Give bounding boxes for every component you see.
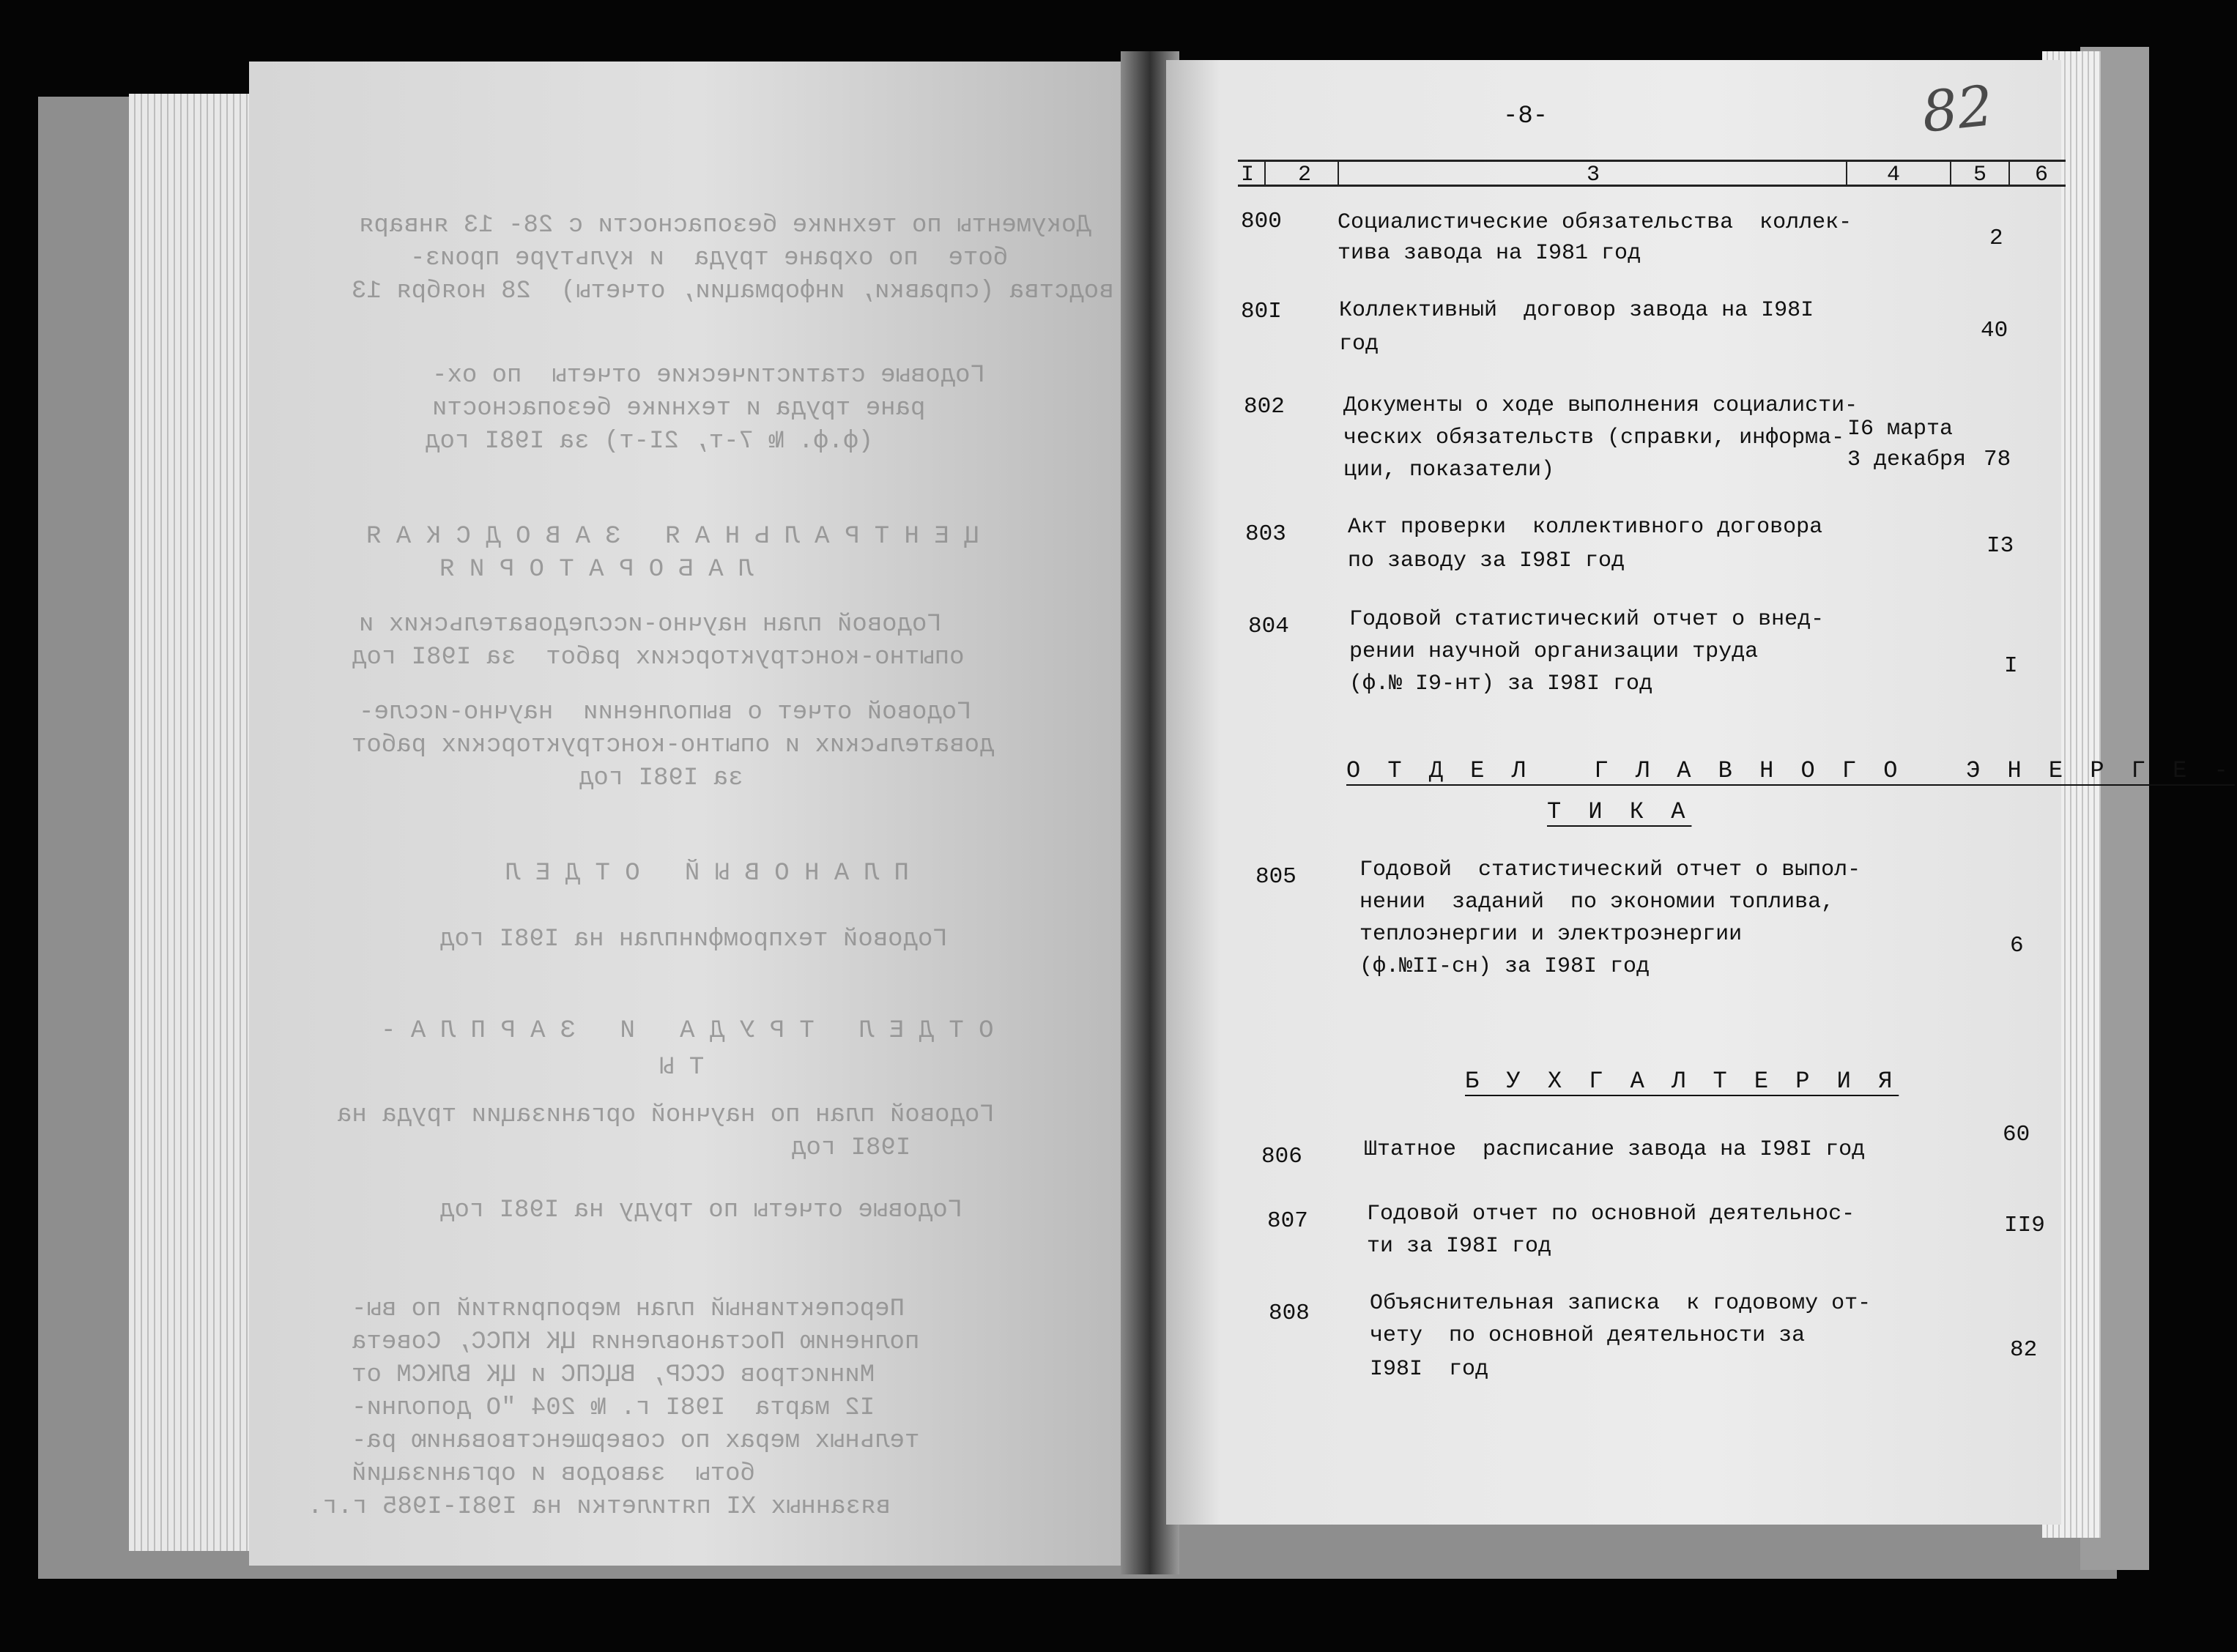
- table-header-bottom-rule: [1238, 185, 2066, 187]
- row-title-line: Штатное расписание завода на I98I год: [1364, 1137, 1866, 1162]
- bleed-heading: П Л А Н О В Ы Й О Т Д Е Л: [505, 860, 909, 888]
- left-page: [249, 62, 1150, 1566]
- row-sheet-count: 60: [2003, 1122, 2030, 1147]
- row-title-line: Годовой отчет по основной деятельнос-: [1367, 1202, 1855, 1227]
- row-number: 805: [1255, 864, 1296, 890]
- row-title-line: Документы о ходе выполнения социалисти-: [1343, 393, 1858, 418]
- column-header-6: 6: [2035, 163, 2049, 187]
- row-title-line: ческих обязательств (справки, информа-: [1343, 425, 1845, 450]
- row-title-line: по заводу за I98I год: [1348, 548, 1625, 573]
- column-divider: [2008, 160, 2010, 186]
- bleed-line: за I98I год: [579, 764, 743, 792]
- bleed-line: I2 марта I98I г. № 204 "О дополни-: [352, 1394, 875, 1422]
- column-divider: [1846, 160, 1847, 186]
- page-number: -8-: [1503, 103, 1548, 130]
- row-title-line: рении научной организации труда: [1349, 639, 1759, 664]
- row-date: 3 декабря: [1847, 447, 1967, 472]
- row-title-line: I98I год: [1370, 1357, 1489, 1382]
- column-header-3: 3: [1587, 163, 1600, 187]
- row-sheet-count: 78: [1984, 447, 2011, 472]
- row-title-line: Социалистические обязательства коллек-: [1338, 210, 1852, 235]
- bleed-line: вязанных XI пятилетки на I98I-I985 г.г.: [308, 1493, 891, 1521]
- bleed-line: довательских и опытно-конструкторских работ: [352, 732, 995, 759]
- row-number: 800: [1241, 209, 1282, 234]
- bleed-heading: О Т Д Е Л Т Р У Д А И З А Р П Л А -: [381, 1017, 994, 1045]
- row-sheet-count: 40: [1981, 318, 2008, 343]
- row-number: 803: [1245, 521, 1286, 547]
- row-title-line: Годовой статистический отчет о выпол-: [1359, 857, 1861, 882]
- row-number: 808: [1269, 1301, 1310, 1326]
- table-header-top-rule: [1238, 160, 2066, 162]
- section-heading: Т И К А: [1547, 798, 1692, 825]
- column-header-4: 4: [1887, 163, 1901, 187]
- bleed-line: тельных мерах по совершенствованию ра-: [352, 1427, 920, 1455]
- bleed-line: боте по охране труда и культуре произ-: [410, 245, 1009, 272]
- bleed-line: I98I год: [791, 1134, 911, 1162]
- bleed-line: (ф.ф. № 7-т, 2I-т) за I98I год: [425, 428, 874, 455]
- row-date: I6 марта: [1847, 417, 1954, 442]
- row-title-line: Коллективный договор завода на I98I: [1339, 298, 1814, 323]
- row-sheet-count: 2: [1989, 226, 2003, 251]
- bleed-line: боты заводов и организаций: [352, 1460, 755, 1488]
- row-title-line: ти за I98I год: [1367, 1234, 1552, 1259]
- bleed-heading: Т Ы: [659, 1054, 705, 1082]
- row-sheet-count: I: [2004, 653, 2018, 679]
- bleed-line: опытно-конструкторских работ за I98I год: [352, 644, 965, 671]
- row-title-line: тива завода на I981 год: [1338, 241, 1641, 266]
- row-sheet-count: 82: [2010, 1337, 2038, 1363]
- column-divider: [1950, 160, 1951, 186]
- row-number: 80I: [1241, 299, 1282, 324]
- bleed-line: Министров СССР, ВЦСПС и ЦК ВЛКСМ от: [352, 1361, 875, 1389]
- bleed-line: Годовые отчеты по труду на I98I год: [439, 1197, 963, 1224]
- row-number: 804: [1248, 614, 1289, 639]
- row-title-line: год: [1339, 332, 1379, 357]
- bleed-line: полнению Постановления ЦК КПСС, Совета: [352, 1328, 920, 1356]
- section-heading: О Т Д Е Л Г Л А В Н О Г О Э Н Е Р Г Е -: [1346, 757, 2235, 784]
- column-divider: [1264, 160, 1266, 186]
- column-header-2: 2: [1298, 163, 1312, 187]
- row-number: 802: [1244, 394, 1285, 420]
- bleed-line: Годовой план научно-исследовательских и: [359, 611, 942, 639]
- row-title-line: (ф.№II-сн) за I98I год: [1359, 954, 1650, 979]
- bleed-line: Перспективный план мероприятий по вы-: [352, 1295, 905, 1323]
- bleed-line: Годовой отчет о выполнении научно-иссле-: [359, 699, 972, 726]
- row-title-line: теплоэнергии и электроэнергии: [1359, 922, 1743, 947]
- row-title-line: нении заданий по экономии топлива,: [1359, 890, 1835, 915]
- bleed-line: водства (справки, информации, отчеты) 28 ноября 13: [352, 278, 1114, 305]
- bleed-line: ране труда и технике безопасности: [432, 395, 926, 423]
- row-sheet-count: I3: [1986, 533, 2014, 559]
- row-title-line: Объяснительная записка к годовому от-: [1370, 1291, 1871, 1316]
- row-title-line: (ф.№ I9-нт) за I98I год: [1349, 671, 1653, 696]
- row-title-line: Акт проверки коллективного договора: [1348, 515, 1823, 540]
- row-title-line: ции, показатели): [1343, 458, 1555, 483]
- bleed-line: Документы по технике безопасности с 28- 13 января: [359, 212, 1091, 239]
- folio-number: 82: [1918, 72, 1997, 145]
- bleed-heading: Л А Б О Р А Т О Р И Я: [439, 556, 754, 584]
- bleed-line: Годовой план по научной организации труда на: [337, 1101, 995, 1129]
- row-number: 807: [1267, 1208, 1308, 1234]
- bleed-line: Годовые статистические отчеты по ох-: [432, 362, 985, 390]
- row-sheet-count: 6: [2010, 933, 2024, 959]
- bleed-heading: Ц Е Н Т Р А Л Ь Н А Я З А В О Д С К А Я: [366, 523, 979, 551]
- column-header-1: I: [1241, 163, 1255, 187]
- column-divider: [1338, 160, 1339, 186]
- row-number: 806: [1261, 1144, 1302, 1169]
- row-title-line: Годовой статистический отчет о внед-: [1349, 607, 1825, 632]
- row-sheet-count: II9: [2004, 1213, 2045, 1238]
- column-header-5: 5: [1973, 163, 1987, 187]
- section-heading: Б У Х Г А Л Т Е Р И Я: [1465, 1068, 1899, 1095]
- row-title-line: чету по основной деятельности за: [1370, 1323, 1806, 1348]
- bleed-line: Годовой техпромфинплан на I98I год: [439, 926, 948, 953]
